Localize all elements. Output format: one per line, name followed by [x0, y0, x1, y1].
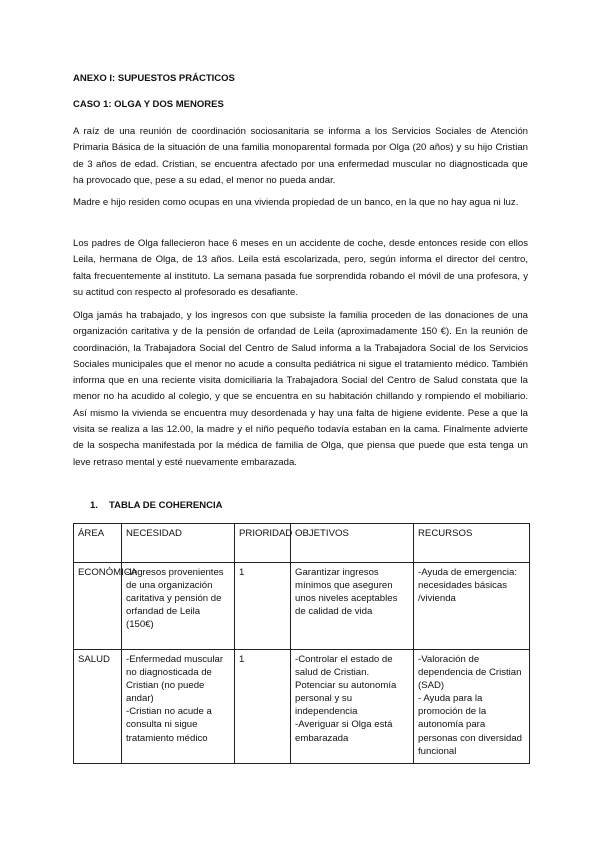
- table-row: [74, 563, 530, 650]
- paragraph: A raíz de una reunión de coordinación sociosanitaria se informa a los Servicios Sociales de Atención Primaria Básica de la situación de una familia monoparental formada por Olga (20 años) y su hijo Cristian de 3 años de edad. Cristian, se encuentra afectado por una enfermedad muscular no diagnosticada que ha provocado que, pese a su edad, el menor no pueda andar.: [73, 126, 528, 186]
- header-area: ÁREA: [74, 524, 122, 563]
- cell-area: SALUD: [74, 650, 122, 764]
- cell-prioridad: 1: [235, 563, 291, 650]
- header-prioridad: PRIORIDAD: [235, 524, 291, 563]
- header-objetivos: OBJETIVOS: [291, 524, 414, 563]
- section-heading: [90, 500, 222, 511]
- cell-objetivos: -Controlar el estado de salud de Cristian. Potenciar su autonomía personal y su independencia -Averiguar si Olga está embarazada: [291, 650, 414, 764]
- cell-prioridad: 1: [235, 650, 291, 764]
- case-heading: CASO 1: OLGA Y DOS MENORES: [73, 99, 224, 110]
- paragraph: Madre e hijo residen como ocupas en una vivienda propiedad de un banco, en la que no hay agua ni luz.: [73, 197, 519, 208]
- table-header-row: [74, 524, 530, 563]
- paragraph: Olga jamás ha trabajado, y los ingresos con que subsiste la familia proceden de las donaciones de una organización caritativa y de la pensión de orfandad de Leila (aproximadamente 150 €). En la reunión de coordinación, la Trabajadora Social del Centro de Salud informa a la Trabajadora Social de los Servicios Sociales municipales que el menor no acude a consulta pediátrica ni sigue el tratamiento médico. También informa que en una reciente visita domiciliaria la Trabajadora Social del Centro de Salud constata que la menor no ha acudido al colegio, y que se encuentra en su habitación chillando y rompiendo el mobiliario. Así mismo la vivienda se encuentra muy desordenada y hay una falta de higiene evidente. Pese a que la visita se realiza a las 12.00, la madre y el niño pequeño todavía estaban en la cama. Finalmente advierte de la sospecha manifestada por la médica de familia de Olga, que piensa que puede que esta tenga un leve retraso mental y esté nuevamente embarazada.: [73, 310, 528, 468]
- coherence-table: [73, 523, 530, 764]
- paragraph: Los padres de Olga fallecieron hace 6 meses en un accidente de coche, desde entonces reside con ellos Leila, hermana de Olga, de 13 años. Leila está escolarizada, pero, según informa el director del centro, falta frecuentemente al instituto. La semana pasada fue sorprendida robando el móvil de una profesora, y su actitud con respecto al profesorado es desafiante.: [73, 238, 528, 298]
- header-recursos: RECURSOS: [414, 524, 530, 563]
- section-title: TABLA DE COHERENCIA: [109, 500, 223, 511]
- cell-necesidad: -Enfermedad muscular no diagnosticada de Cristian (no puede andar) -Cristian no acude a consulta ni sigue tratamiento médico: [122, 650, 235, 764]
- cell-recursos: -Valoración de dependencia de Cristian (SAD) - Ayuda para la promoción de la autonomía para personas con diversidad funcional: [414, 650, 530, 764]
- cell-objetivos: Garantizar ingresos mínimos que aseguren unos niveles aceptables de calidad de vida: [291, 563, 414, 650]
- section-number: 1.: [90, 500, 98, 511]
- cell-area: ECONÓMICA: [74, 563, 122, 650]
- cell-necesidad: -Ingresos provenientes de una organización caritativa y pensión de orfandad de Leila (150€): [122, 563, 235, 650]
- cell-recursos: -Ayuda de emergencia: necesidades básicas /vivienda: [414, 563, 530, 650]
- table-row: [74, 650, 530, 764]
- header-necesidad: NECESIDAD: [122, 524, 235, 563]
- annex-heading: ANEXO I: SUPUESTOS PRÁCTICOS: [73, 73, 235, 84]
